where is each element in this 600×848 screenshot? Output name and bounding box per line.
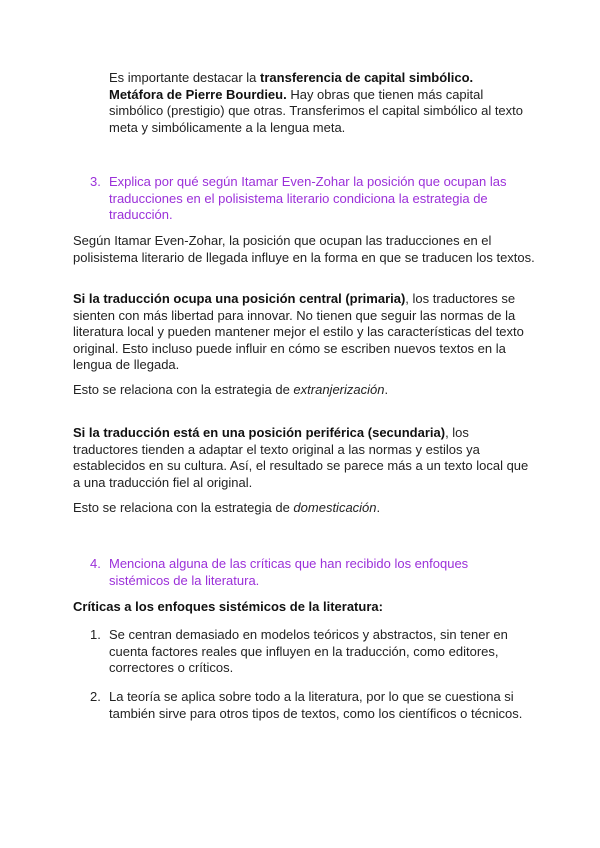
- peripheral-position-heading: Si la traducción está en una posición periférica (secundaria): [73, 425, 446, 440]
- question-3-number: 3.: [90, 174, 101, 189]
- peripheral-position-text: , los traductores tienden a adaptar el texto original a las normas y estilos ya establecidos en su cultura. Así, el resultado se parece más a un texto local que a una traducción fiel al original.: [73, 425, 529, 490]
- critic-item-number: 2.: [90, 689, 101, 704]
- central-position-text: , los traductores se sienten con más libertad para innovar. No tienen que seguir las normas de la literatura local y pueden mantener mejor el estilo y las características del texto original. Esto incluso puede influir en cómo se escriben nuevos textos en la lengua de llegada.: [73, 291, 524, 372]
- foreignization-term: extranjerización: [293, 382, 385, 397]
- question-4-text: Menciona alguna de las críticas que han recibido los enfoques sistémicos de la literatura.: [109, 556, 469, 588]
- domestication-lead: Esto se relaciona con la estrategia de: [73, 500, 294, 515]
- foreignization-paragraph: [73, 382, 535, 399]
- intro-bold-term: transferencia de capital simbólico.: [260, 70, 474, 85]
- domestication-term: domesticación: [293, 500, 377, 515]
- question-4-number: 4.: [90, 556, 101, 571]
- foreignization-lead: Esto se relaciona con la estrategia de: [73, 382, 294, 397]
- intro-lead: Es importante destacar la: [109, 70, 261, 85]
- domestication-paragraph: [73, 500, 535, 517]
- critic-item-text: Se centran demasiado en modelos teóricos y abstractos, sin tener en cuenta factores reales que influyen en la traducción, como editores, correctores o críticos.: [109, 627, 508, 675]
- critics-heading: Críticas a los enfoques sistémicos de la literatura:: [73, 599, 383, 614]
- intro-paragraph: [109, 70, 529, 136]
- answer-intro-text: Según Itamar Even-Zohar, la posición que ocupan las traducciones en el polisistema literario de llegada influye en la forma en que se traducen los textos.: [73, 233, 535, 265]
- answer-intro-paragraph: [73, 233, 535, 266]
- central-position-paragraph: [73, 291, 535, 374]
- critics-heading-block: [73, 599, 535, 616]
- central-position-heading: Si la traducción ocupa una posición central (primaria): [73, 291, 406, 306]
- intro-bold-metaphor: Metáfora de Pierre Bourdieu.: [109, 86, 287, 102]
- domestication-end: .: [376, 500, 381, 515]
- intro-rest: Hay obras que tienen más capital simbólico (prestigio) que otras. Transferimos el capital simbólico al texto meta y simbólicamente a la lengua meta.: [109, 86, 524, 135]
- question-3-text: Explica por qué según Itamar Even-Zohar la posición que ocupan las traducciones en el polisistema literario condiciona la estrategia de traducción.: [109, 174, 507, 222]
- foreignization-end: .: [384, 382, 389, 397]
- peripheral-position-paragraph: [73, 425, 535, 491]
- critic-item-text: La teoría se aplica sobre todo a la literatura, por lo que se cuestiona si también sirve para otros tipos de textos, como los científicos o técnicos.: [109, 689, 523, 721]
- critic-item-number: 1.: [90, 627, 101, 642]
